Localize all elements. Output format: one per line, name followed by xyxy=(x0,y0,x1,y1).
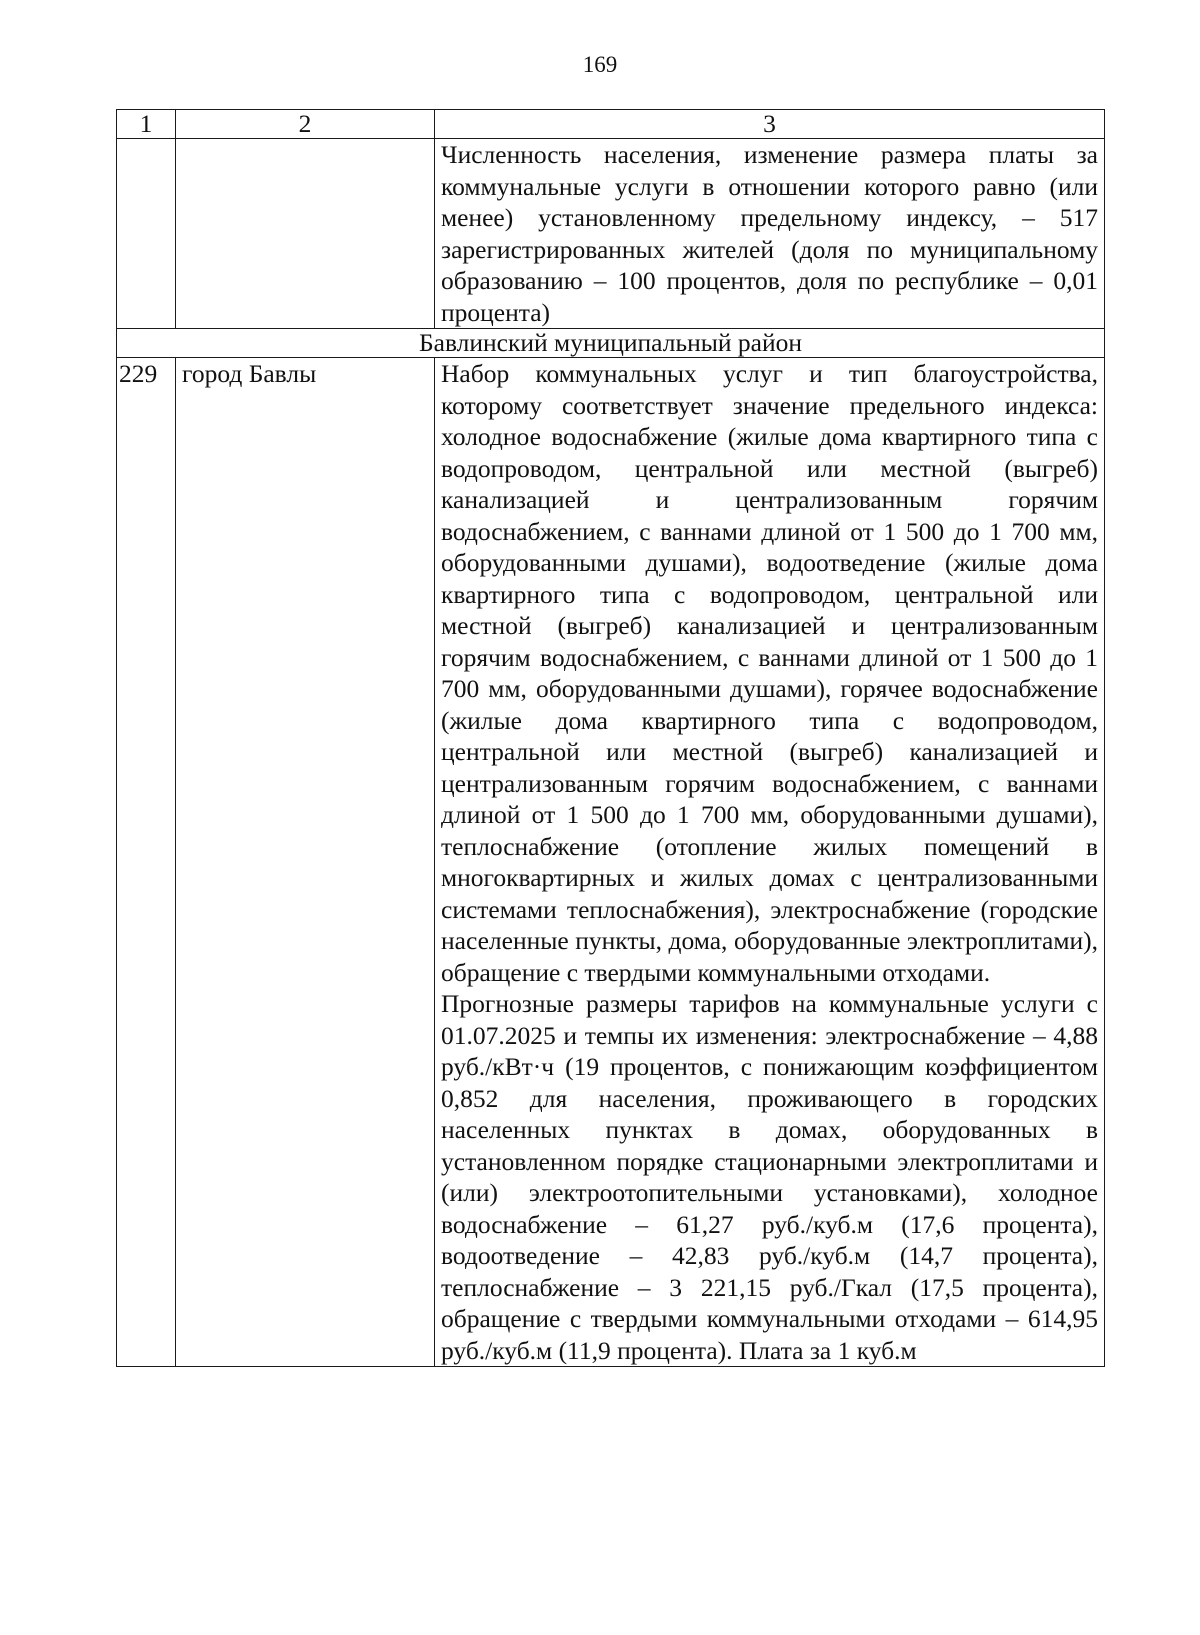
header-cell-2: 2 xyxy=(176,110,435,139)
services-paragraph: Набор коммунальных услуг и тип благоустройства, которому соответствует значение предельного индекса: холодное водоснабжение (жилые дома квартирного типа с водопроводом, центральной или местной (выгреб) канализацией и централизованным горячим водоснабжением, с ваннами длиной от 1 500 до 1 700 мм, оборудованными душами), водоотведение (жилые дома квартирного типа с водопроводом, центральной или местной (выгреб) канализацией и централизованным горячим водоснабжением, с ваннами длиной от 1 500 до 1 700 мм, оборудованными душами), горячее водоснабжение (жилые дома квартирного типа с водопроводом, центральной или местной (выгреб) канализацией и централизованным горячим водоснабжением, с ваннами длиной от 1 500 до 1 700 мм, оборудованными душами), теплоснабжение (отопление жилых помещений в многоквартирных и жилых домах с централизованными системами теплоснабжения), электроснабжение (городские населенные пункты, дома, оборудованные электроплитами), обращение с твердыми коммунальными отходами. xyxy=(441,359,1098,987)
section-row xyxy=(117,329,1105,358)
row-number-cell: 229 xyxy=(117,358,176,1367)
population-paragraph: Численность населения, изменение размера платы за коммунальные услуги в отношении которого равно (или менее) установленному предельному индексу, – 517 зарегистрированных жителей (доля по муниципальному образованию – 100 процентов, доля по республике – 0,01 процента) xyxy=(441,140,1098,327)
row-name-cell: город Бавлы xyxy=(176,358,435,1367)
header-cell-3: 3 xyxy=(435,110,1105,139)
row-name-cell xyxy=(176,139,435,329)
table-header-row xyxy=(117,110,1105,139)
row-description-cell xyxy=(435,358,1105,1367)
header-cell-1: 1 xyxy=(117,110,176,139)
row-number-cell xyxy=(117,139,176,329)
row-description-cell xyxy=(435,139,1105,329)
document-table xyxy=(116,109,1105,1367)
page-number: 169 xyxy=(582,52,618,77)
tariffs-paragraph: Прогнозные размеры тарифов на коммунальные услуги с 01.07.2025 и темпы их изменения: электроснабжение – 4,88 руб./кВт·ч (19 процентов, с понижающим коэффициентом 0,852 для населения, проживающего в городских населенных пунктах в домах, оборудованных в установленном порядке стационарными электроплитами и (или) электроотопительными установками), холодное водоснабжение – 61,27 руб./куб.м (17,6 процента), водоотведение – 42,83 руб./куб.м (14,7 процента), теплоснабжение – 3 221,15 руб./Гкал (17,5 процента), обращение с твердыми коммунальными отходами – 614,95 руб./куб.м (11,9 процента). Плата за 1 куб.м xyxy=(441,989,1098,1365)
table-row xyxy=(117,358,1105,1367)
table-row xyxy=(117,139,1105,329)
section-title: Бавлинский муниципальный район xyxy=(117,329,1105,358)
